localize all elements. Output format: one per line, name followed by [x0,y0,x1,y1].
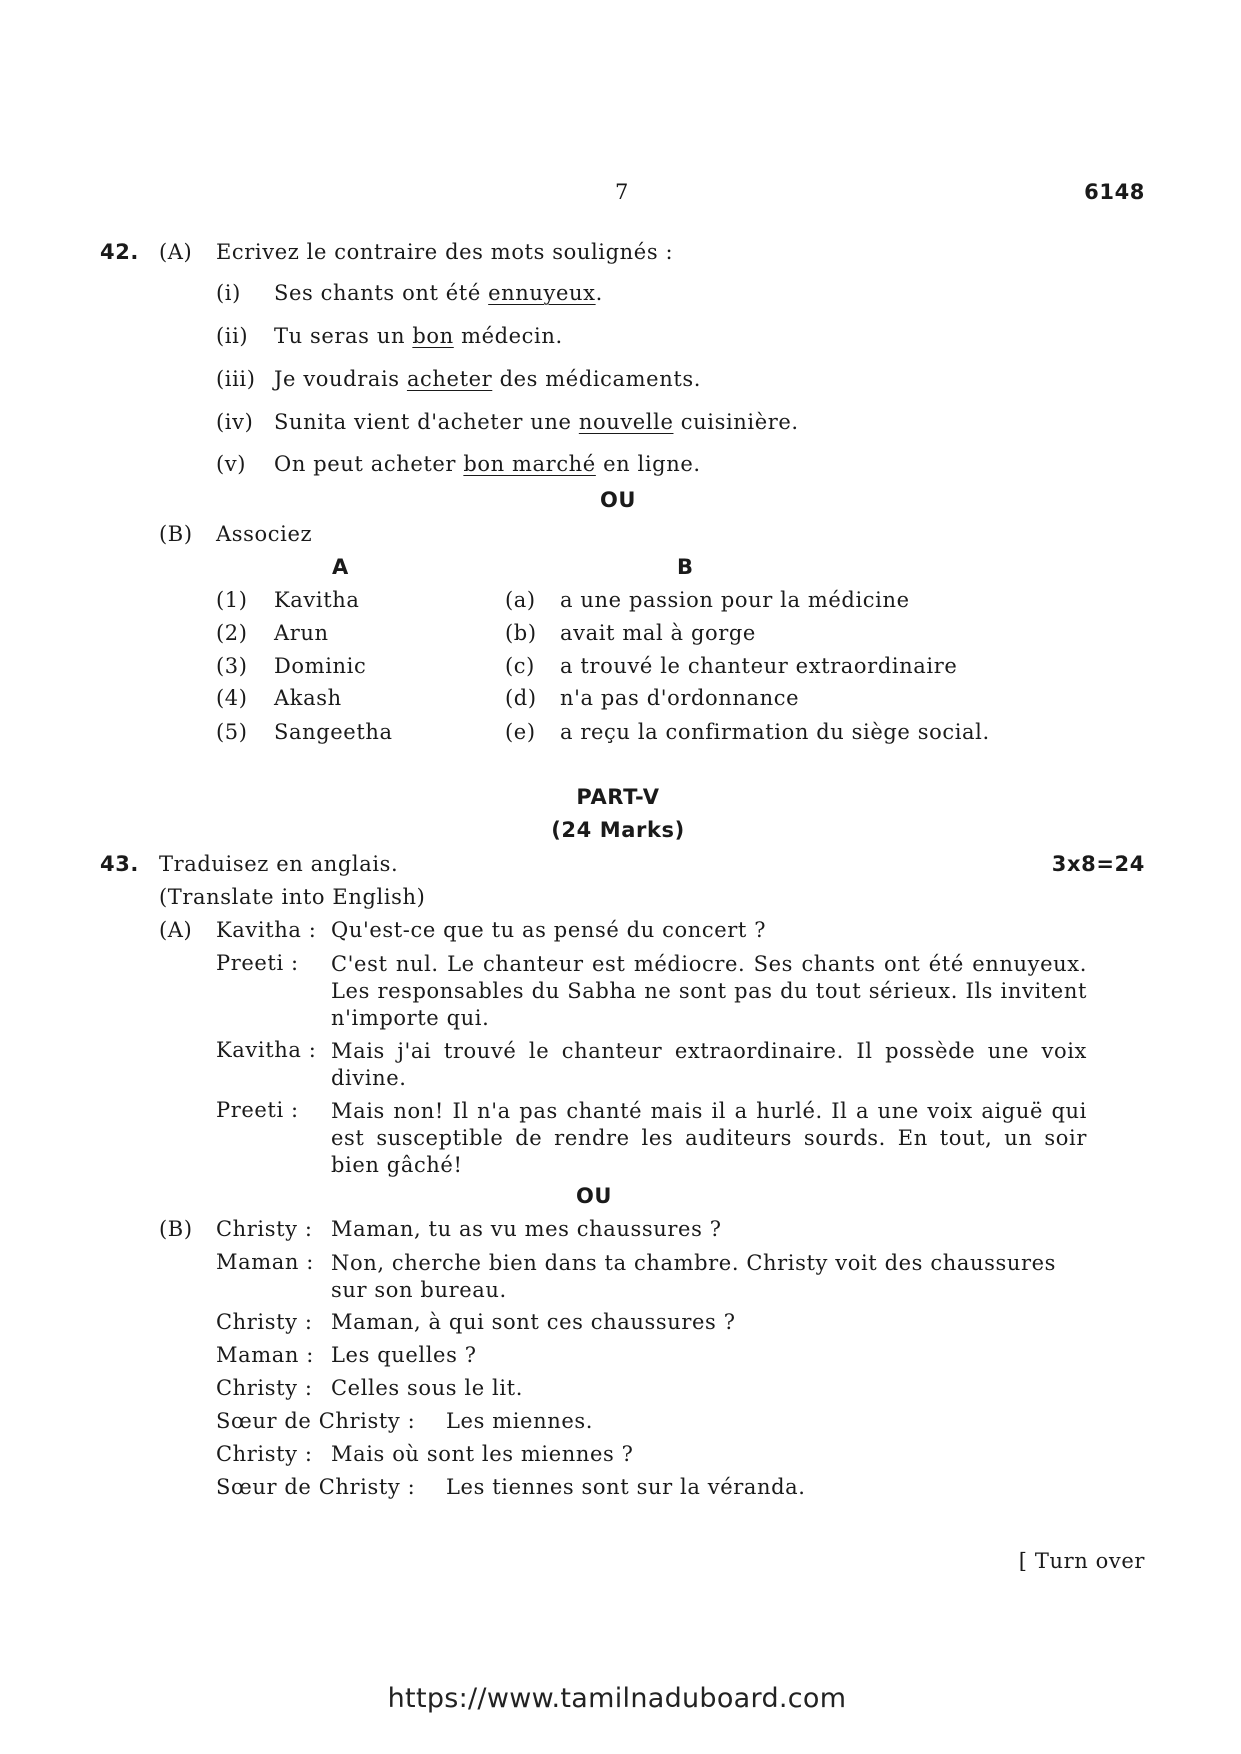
q43-part-a-label: (A) [159,918,193,942]
column-b-letter: (b) [505,621,537,645]
item-number: (v) [216,452,247,476]
column-b-item: avait mal à gorge [560,621,756,645]
or-divider: OU [575,1184,613,1208]
sentence: On peut acheter bon marché en ligne. [274,452,701,476]
turn-over-note: [ Turn over [1018,1549,1145,1573]
sentence: Je voudrais acheter des médicaments. [274,367,702,391]
column-a-item: Sangeetha [274,720,393,744]
speaker: Christy : [216,1442,313,1466]
q42-part-b-label: (B) [159,522,193,546]
q42-part-a-instruction: Ecrivez le contraire des mots soulignés : [216,240,674,264]
sentence: Ses chants ont été ennuyeux. [274,281,603,305]
line-text: Non, cherche bien dans ta chambre. Christy voit des chaussures sur son bureau. [331,1251,1056,1302]
line-text: Les miennes. [446,1409,594,1433]
column-b-letter: (d) [505,686,537,710]
q42-part-b-instruction: Associez [216,522,313,546]
column-a-item: Akash [274,686,342,710]
speaker: Christy : [216,1310,313,1334]
line-text: Celles sous le lit. [331,1376,523,1400]
part-title: PART-V [576,785,660,809]
column-a-item: Kavitha [274,588,360,612]
column-b-letter: (e) [505,720,536,744]
speaker: Preeti : [216,951,299,975]
column-b-heading: B [677,555,694,579]
line-text: Mais non! Il n'a pas chanté mais il a hurlé. Il a une voix aiguë qui est susceptible de rendre les auditeurs sourds. En tout, un soir bien gâché! [331,1099,1087,1177]
speaker: Preeti : [216,1098,299,1122]
or-divider: OU [599,488,637,512]
column-b-item: a reçu la confirmation du siège social. [560,720,990,744]
row-number: (1) [216,588,248,612]
line-text: Maman, à qui sont ces chaussures ? [331,1310,736,1334]
column-a-item: Arun [274,621,329,645]
line-text: Mais j'ai trouvé le chanteur extraordinaire. Il possède une voix divine. [331,1039,1087,1090]
underlined-word: bon [412,324,454,348]
line-text: Maman, tu as vu mes chaussures ? [331,1217,722,1241]
item-number: (ii) [216,324,249,348]
row-number: (5) [216,720,248,744]
column-a-heading: A [332,555,349,579]
column-b-item: a une passion pour la médicine [560,588,910,612]
row-number: (4) [216,686,248,710]
q43-subtitle: (Translate into English) [159,885,426,909]
underlined-word: ennuyeux [488,281,596,305]
speaker: Sœur de Christy : [216,1409,416,1433]
speaker: Christy : [216,1376,313,1400]
speaker: Kavitha : [216,1038,317,1062]
part-marks: (24 Marks) [551,818,685,842]
underlined-word: bon marché [463,452,596,476]
line-text: Les tiennes sont sur la véranda. [446,1475,806,1499]
item-number: (iv) [216,410,254,434]
page-number: 7 [615,180,629,204]
speaker: Maman : [216,1343,314,1367]
sentence: Sunita vient d'acheter une nouvelle cuisinière. [274,410,799,434]
column-a-item: Dominic [274,654,367,678]
question-43-number: 43. [100,852,140,876]
row-number: (3) [216,654,248,678]
row-number: (2) [216,621,248,645]
website-url[interactable]: https://www.tamilnaduboard.com [387,1683,847,1714]
question-42-number: 42. [100,240,140,264]
underlined-word: nouvelle [578,410,674,434]
speaker: Maman : [216,1250,314,1274]
column-b-letter: (a) [505,588,536,612]
q43-part-b-label: (B) [159,1217,193,1241]
sentence: Tu seras un bon médecin. [274,324,563,348]
paper-code: 6148 [1084,180,1145,204]
column-b-item: a trouvé le chanteur extraordinaire [560,654,958,678]
q43-marks: 3x8=24 [1051,852,1145,876]
q43-title: Traduisez en anglais. [159,852,399,876]
speaker: Kavitha : [216,918,317,942]
column-b-letter: (c) [505,654,535,678]
line-text: Les quelles ? [331,1343,477,1367]
line-text: Mais où sont les miennes ? [331,1442,634,1466]
item-number: (iii) [216,367,256,391]
item-number: (i) [216,281,241,305]
line-text: C'est nul. Le chanteur est médiocre. Ses chants ont été ennuyeux. Les responsables du Sabha ne sont pas du tout sérieux. Ils invitent n'importe qui. [331,952,1087,1030]
column-b-item: n'a pas d'ordonnance [560,686,800,710]
q42-part-a-label: (A) [159,240,193,264]
line-text: Qu'est-ce que tu as pensé du concert ? [331,918,767,942]
speaker: Sœur de Christy : [216,1475,416,1499]
underlined-word: acheter [406,367,493,391]
speaker: Christy : [216,1217,313,1241]
